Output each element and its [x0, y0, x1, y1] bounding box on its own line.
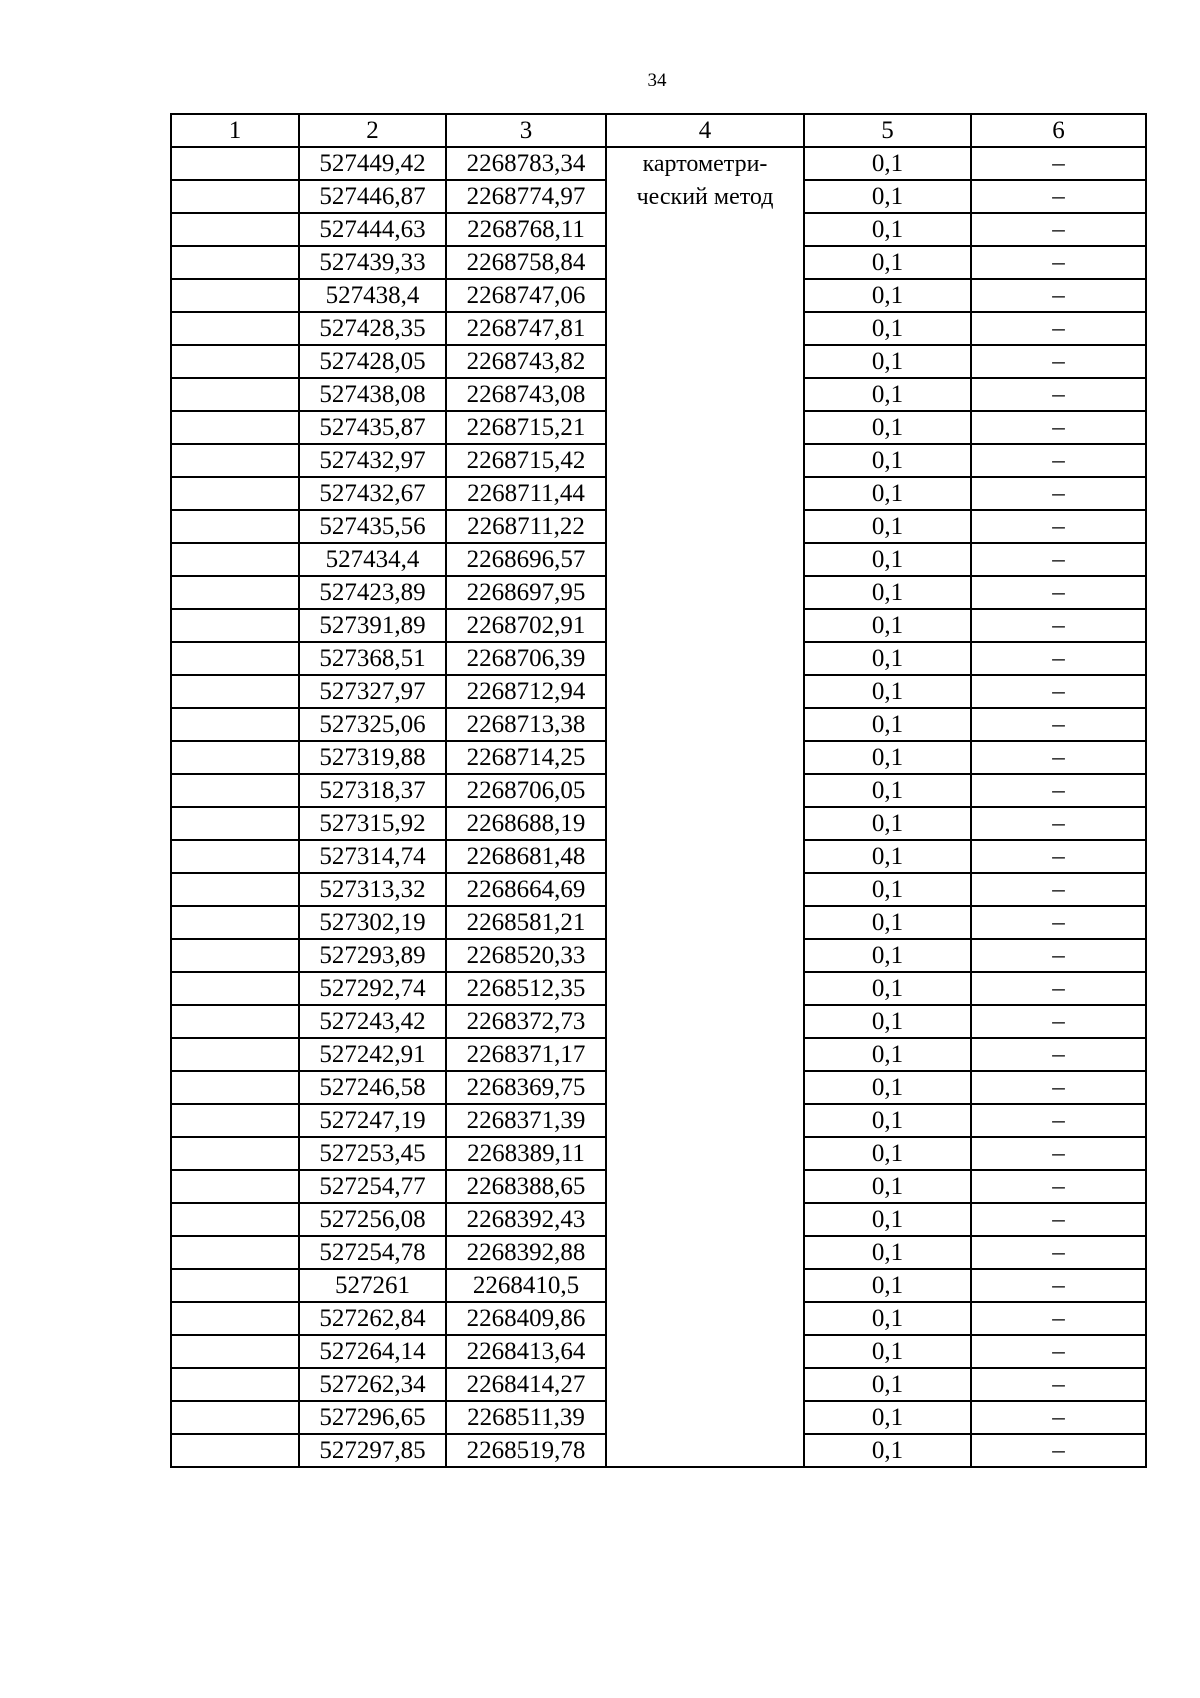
header-col-1: 1 — [171, 114, 299, 147]
x-coordinate-cell: 527315,92 — [299, 807, 446, 840]
accuracy-cell: 0,1 — [804, 972, 971, 1005]
y-coordinate-cell: 2268581,21 — [446, 906, 606, 939]
accuracy-cell: 0,1 — [804, 411, 971, 444]
accuracy-cell: 0,1 — [804, 675, 971, 708]
x-coordinate-cell: 527327,97 — [299, 675, 446, 708]
row-col-1-cell — [171, 510, 299, 543]
row-col-1-cell — [171, 741, 299, 774]
x-coordinate-cell: 527242,91 — [299, 1038, 446, 1071]
row-col-1-cell — [171, 279, 299, 312]
x-coordinate-cell: 527435,56 — [299, 510, 446, 543]
y-coordinate-cell: 2268414,27 — [446, 1368, 606, 1401]
y-coordinate-cell: 2268512,35 — [446, 972, 606, 1005]
y-coordinate-cell: 2268410,5 — [446, 1269, 606, 1302]
row-col-1-cell — [171, 444, 299, 477]
row-col-1-cell — [171, 1236, 299, 1269]
row-col-1-cell — [171, 1170, 299, 1203]
row-col-6-cell: – — [971, 1203, 1146, 1236]
y-coordinate-cell: 2268371,17 — [446, 1038, 606, 1071]
accuracy-cell: 0,1 — [804, 444, 971, 477]
row-col-1-cell — [171, 873, 299, 906]
accuracy-cell: 0,1 — [804, 378, 971, 411]
x-coordinate-cell: 527428,35 — [299, 312, 446, 345]
row-col-1-cell — [171, 1335, 299, 1368]
page-number: 34 — [647, 70, 667, 91]
row-col-1-cell — [171, 609, 299, 642]
accuracy-cell: 0,1 — [804, 741, 971, 774]
x-coordinate-cell: 527256,08 — [299, 1203, 446, 1236]
row-col-1-cell — [171, 972, 299, 1005]
row-col-1-cell — [171, 543, 299, 576]
x-coordinate-cell: 527261 — [299, 1269, 446, 1302]
header-col-3: 3 — [446, 114, 606, 147]
accuracy-cell: 0,1 — [804, 939, 971, 972]
row-col-1-cell — [171, 1038, 299, 1071]
x-coordinate-cell: 527423,89 — [299, 576, 446, 609]
x-coordinate-cell: 527254,78 — [299, 1236, 446, 1269]
row-col-1-cell — [171, 246, 299, 279]
y-coordinate-cell: 2268712,94 — [446, 675, 606, 708]
accuracy-cell: 0,1 — [804, 1203, 971, 1236]
x-coordinate-cell: 527428,05 — [299, 345, 446, 378]
table-body — [171, 147, 1146, 1467]
y-coordinate-cell: 2268758,84 — [446, 246, 606, 279]
accuracy-cell: 0,1 — [804, 906, 971, 939]
row-col-6-cell: – — [971, 807, 1146, 840]
y-coordinate-cell: 2268389,11 — [446, 1137, 606, 1170]
y-coordinate-cell: 2268681,48 — [446, 840, 606, 873]
row-col-6-cell: – — [971, 873, 1146, 906]
x-coordinate-cell: 527292,74 — [299, 972, 446, 1005]
x-coordinate-cell: 527432,97 — [299, 444, 446, 477]
accuracy-cell: 0,1 — [804, 1236, 971, 1269]
y-coordinate-cell: 2268714,25 — [446, 741, 606, 774]
row-col-6-cell: – — [971, 1104, 1146, 1137]
accuracy-cell: 0,1 — [804, 279, 971, 312]
x-coordinate-cell: 527449,42 — [299, 147, 446, 180]
x-coordinate-cell: 527432,67 — [299, 477, 446, 510]
x-coordinate-cell: 527253,45 — [299, 1137, 446, 1170]
row-col-6-cell: – — [971, 180, 1146, 213]
accuracy-cell: 0,1 — [804, 1302, 971, 1335]
row-col-6-cell: – — [971, 213, 1146, 246]
accuracy-cell: 0,1 — [804, 1071, 971, 1104]
accuracy-cell: 0,1 — [804, 840, 971, 873]
y-coordinate-cell: 2268371,39 — [446, 1104, 606, 1137]
table-row — [171, 147, 1146, 180]
y-coordinate-cell: 2268392,88 — [446, 1236, 606, 1269]
row-col-6-cell: – — [971, 1335, 1146, 1368]
accuracy-cell: 0,1 — [804, 576, 971, 609]
x-coordinate-cell: 527243,42 — [299, 1005, 446, 1038]
row-col-1-cell — [171, 1005, 299, 1038]
x-coordinate-cell: 527368,51 — [299, 642, 446, 675]
y-coordinate-cell: 2268688,19 — [446, 807, 606, 840]
row-col-1-cell — [171, 1434, 299, 1467]
y-coordinate-cell: 2268711,44 — [446, 477, 606, 510]
accuracy-cell: 0,1 — [804, 1269, 971, 1302]
header-col-2: 2 — [299, 114, 446, 147]
y-coordinate-cell: 2268711,22 — [446, 510, 606, 543]
x-coordinate-cell: 527262,34 — [299, 1368, 446, 1401]
row-col-1-cell — [171, 1203, 299, 1236]
accuracy-cell: 0,1 — [804, 1104, 971, 1137]
row-col-6-cell: – — [971, 279, 1146, 312]
method-line: ческий метод — [636, 184, 774, 210]
row-col-6-cell: – — [971, 510, 1146, 543]
x-coordinate-cell: 527313,32 — [299, 873, 446, 906]
y-coordinate-cell: 2268520,33 — [446, 939, 606, 972]
y-coordinate-cell: 2268702,91 — [446, 609, 606, 642]
x-coordinate-cell: 527246,58 — [299, 1071, 446, 1104]
accuracy-cell: 0,1 — [804, 609, 971, 642]
x-coordinate-cell: 527293,89 — [299, 939, 446, 972]
row-col-6-cell: – — [971, 1368, 1146, 1401]
accuracy-cell: 0,1 — [804, 1368, 971, 1401]
row-col-1-cell — [171, 312, 299, 345]
row-col-6-cell: – — [971, 675, 1146, 708]
x-coordinate-cell: 527302,19 — [299, 906, 446, 939]
accuracy-cell: 0,1 — [804, 213, 971, 246]
row-col-6-cell: – — [971, 246, 1146, 279]
x-coordinate-cell: 527247,19 — [299, 1104, 446, 1137]
row-col-1-cell — [171, 906, 299, 939]
row-col-6-cell: – — [971, 1005, 1146, 1038]
y-coordinate-cell: 2268713,38 — [446, 708, 606, 741]
y-coordinate-cell: 2268696,57 — [446, 543, 606, 576]
row-col-1-cell — [171, 213, 299, 246]
x-coordinate-cell: 527444,63 — [299, 213, 446, 246]
row-col-6-cell: – — [971, 543, 1146, 576]
y-coordinate-cell: 2268715,21 — [446, 411, 606, 444]
row-col-1-cell — [171, 1302, 299, 1335]
accuracy-cell: 0,1 — [804, 642, 971, 675]
row-col-1-cell — [171, 1104, 299, 1137]
row-col-1-cell — [171, 708, 299, 741]
y-coordinate-cell: 2268747,81 — [446, 312, 606, 345]
row-col-1-cell — [171, 345, 299, 378]
accuracy-cell: 0,1 — [804, 345, 971, 378]
accuracy-cell: 0,1 — [804, 873, 971, 906]
coordinates-table — [170, 113, 1147, 1468]
x-coordinate-cell: 527391,89 — [299, 609, 446, 642]
row-col-6-cell: – — [971, 1302, 1146, 1335]
row-col-6-cell: – — [971, 840, 1146, 873]
y-coordinate-cell: 2268369,75 — [446, 1071, 606, 1104]
y-coordinate-cell: 2268697,95 — [446, 576, 606, 609]
y-coordinate-cell: 2268511,39 — [446, 1401, 606, 1434]
row-col-6-cell: – — [971, 147, 1146, 180]
method-line: картометри- — [642, 151, 768, 177]
row-col-6-cell: – — [971, 1401, 1146, 1434]
row-col-1-cell — [171, 477, 299, 510]
row-col-6-cell: – — [971, 708, 1146, 741]
row-col-6-cell: – — [971, 1137, 1146, 1170]
row-col-1-cell — [171, 1368, 299, 1401]
accuracy-cell: 0,1 — [804, 543, 971, 576]
accuracy-cell: 0,1 — [804, 180, 971, 213]
row-col-6-cell: – — [971, 972, 1146, 1005]
accuracy-cell: 0,1 — [804, 1137, 971, 1170]
row-col-1-cell — [171, 576, 299, 609]
row-col-6-cell: – — [971, 1071, 1146, 1104]
row-col-1-cell — [171, 411, 299, 444]
y-coordinate-cell: 2268388,65 — [446, 1170, 606, 1203]
x-coordinate-cell: 527434,4 — [299, 543, 446, 576]
row-col-6-cell: – — [971, 312, 1146, 345]
row-col-6-cell: – — [971, 477, 1146, 510]
row-col-1-cell — [171, 840, 299, 873]
row-col-6-cell: – — [971, 741, 1146, 774]
header-col-6: 6 — [971, 114, 1146, 147]
x-coordinate-cell: 527439,33 — [299, 246, 446, 279]
x-coordinate-cell: 527318,37 — [299, 774, 446, 807]
row-col-6-cell: – — [971, 378, 1146, 411]
header-col-4: 4 — [606, 114, 804, 147]
accuracy-cell: 0,1 — [804, 1335, 971, 1368]
row-col-6-cell: – — [971, 642, 1146, 675]
row-col-6-cell: – — [971, 1269, 1146, 1302]
accuracy-cell: 0,1 — [804, 312, 971, 345]
y-coordinate-cell: 2268783,34 — [446, 147, 606, 180]
row-col-6-cell: – — [971, 444, 1146, 477]
row-col-1-cell — [171, 774, 299, 807]
x-coordinate-cell: 527254,77 — [299, 1170, 446, 1203]
row-col-6-cell: – — [971, 1170, 1146, 1203]
x-coordinate-cell: 527438,4 — [299, 279, 446, 312]
accuracy-cell: 0,1 — [804, 1434, 971, 1467]
x-coordinate-cell: 527435,87 — [299, 411, 446, 444]
y-coordinate-cell: 2268392,43 — [446, 1203, 606, 1236]
x-coordinate-cell: 527297,85 — [299, 1434, 446, 1467]
accuracy-cell: 0,1 — [804, 1005, 971, 1038]
y-coordinate-cell: 2268664,69 — [446, 873, 606, 906]
x-coordinate-cell: 527262,84 — [299, 1302, 446, 1335]
row-col-1-cell — [171, 1401, 299, 1434]
row-col-1-cell — [171, 147, 299, 180]
row-col-1-cell — [171, 939, 299, 972]
accuracy-cell: 0,1 — [804, 708, 971, 741]
header-row — [171, 114, 1146, 147]
row-col-6-cell: – — [971, 1236, 1146, 1269]
x-coordinate-cell: 527314,74 — [299, 840, 446, 873]
row-col-6-cell: – — [971, 774, 1146, 807]
y-coordinate-cell: 2268413,64 — [446, 1335, 606, 1368]
row-col-6-cell: – — [971, 411, 1146, 444]
y-coordinate-cell: 2268743,08 — [446, 378, 606, 411]
y-coordinate-cell: 2268747,06 — [446, 279, 606, 312]
row-col-1-cell — [171, 807, 299, 840]
y-coordinate-cell: 2268372,73 — [446, 1005, 606, 1038]
x-coordinate-cell: 527319,88 — [299, 741, 446, 774]
y-coordinate-cell: 2268706,39 — [446, 642, 606, 675]
row-col-6-cell: – — [971, 609, 1146, 642]
row-col-1-cell — [171, 1269, 299, 1302]
x-coordinate-cell: 527264,14 — [299, 1335, 446, 1368]
y-coordinate-cell: 2268743,82 — [446, 345, 606, 378]
row-col-6-cell: – — [971, 345, 1146, 378]
y-coordinate-cell: 2268706,05 — [446, 774, 606, 807]
method-cell — [606, 147, 804, 1467]
accuracy-cell: 0,1 — [804, 246, 971, 279]
x-coordinate-cell: 527325,06 — [299, 708, 446, 741]
header-col-5: 5 — [804, 114, 971, 147]
y-coordinate-cell: 2268519,78 — [446, 1434, 606, 1467]
row-col-6-cell: – — [971, 906, 1146, 939]
y-coordinate-cell: 2268715,42 — [446, 444, 606, 477]
row-col-1-cell — [171, 1071, 299, 1104]
row-col-6-cell: – — [971, 1038, 1146, 1071]
row-col-1-cell — [171, 378, 299, 411]
x-coordinate-cell: 527296,65 — [299, 1401, 446, 1434]
y-coordinate-cell: 2268409,86 — [446, 1302, 606, 1335]
accuracy-cell: 0,1 — [804, 1170, 971, 1203]
row-col-1-cell — [171, 180, 299, 213]
row-col-6-cell: – — [971, 576, 1146, 609]
y-coordinate-cell: 2268768,11 — [446, 213, 606, 246]
y-coordinate-cell: 2268774,97 — [446, 180, 606, 213]
accuracy-cell: 0,1 — [804, 1038, 971, 1071]
accuracy-cell: 0,1 — [804, 1401, 971, 1434]
row-col-6-cell: – — [971, 939, 1146, 972]
row-col-1-cell — [171, 675, 299, 708]
accuracy-cell: 0,1 — [804, 510, 971, 543]
x-coordinate-cell: 527438,08 — [299, 378, 446, 411]
row-col-1-cell — [171, 1137, 299, 1170]
accuracy-cell: 0,1 — [804, 477, 971, 510]
x-coordinate-cell: 527446,87 — [299, 180, 446, 213]
accuracy-cell: 0,1 — [804, 774, 971, 807]
accuracy-cell: 0,1 — [804, 807, 971, 840]
row-col-6-cell: – — [971, 1434, 1146, 1467]
row-col-1-cell — [171, 642, 299, 675]
accuracy-cell: 0,1 — [804, 147, 971, 180]
